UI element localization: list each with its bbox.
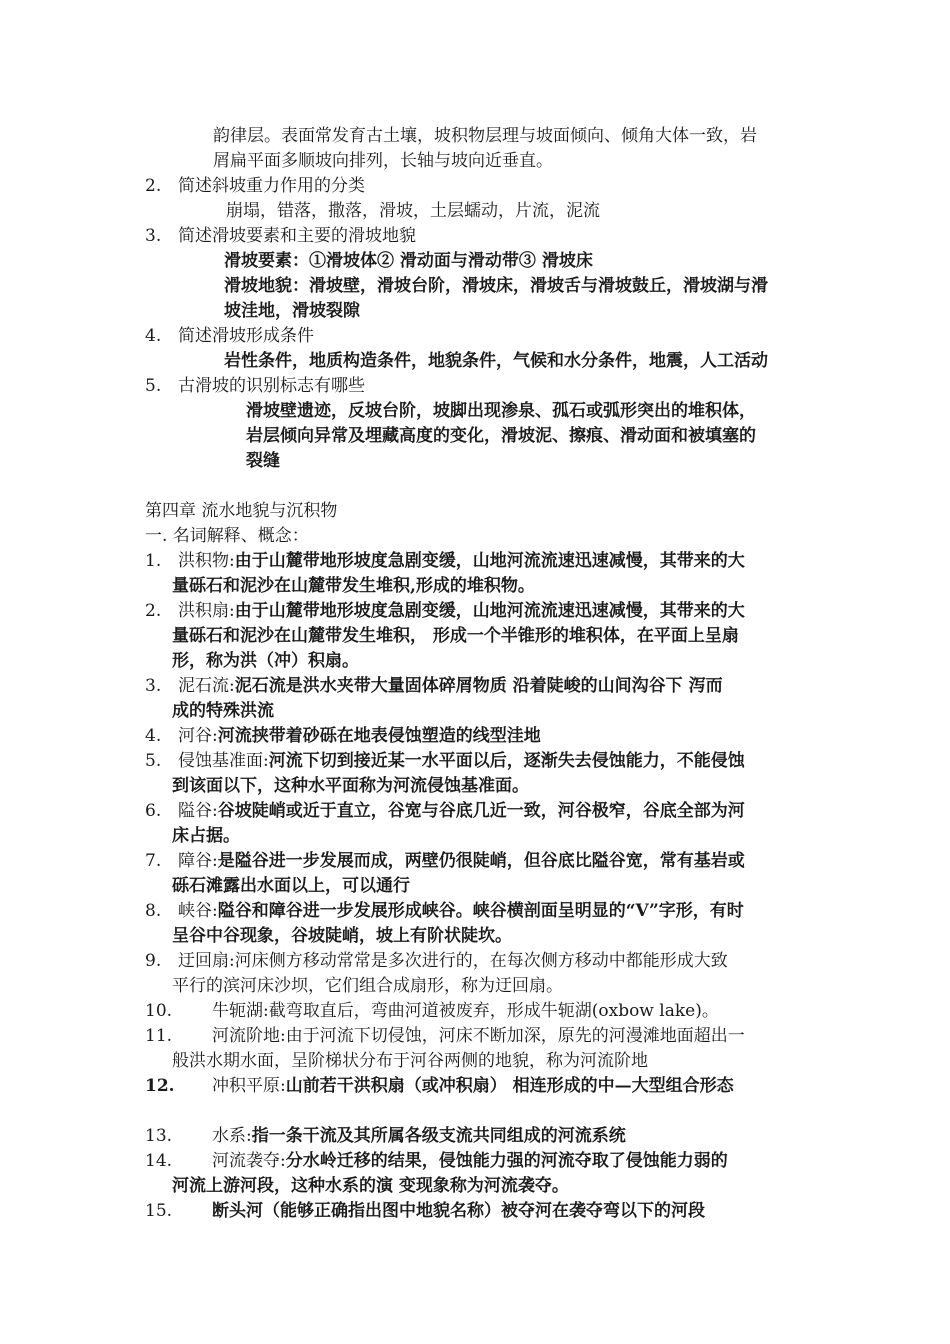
question-text: 古滑坡的识别标志有哪些 xyxy=(178,376,365,396)
term-definition: 山前若干洪积扇（或冲积扇） 相连形成的中—大型组合形态 xyxy=(285,1076,734,1096)
question-number: 5. xyxy=(145,376,162,396)
term-definition: 指一条干流及其所属各级支流共同组成的河流系统 xyxy=(251,1126,626,1146)
term-definition-cont: 呈谷中谷现象，谷坡陡峭，坡上有阶状陡坎。 xyxy=(172,926,512,946)
term-definition: 河流挟带着砂砾在地表侵蚀塑造的线型洼地 xyxy=(217,726,541,746)
term-number: 5. xyxy=(145,751,162,771)
term-definition-cont: 成的特殊洪流 xyxy=(172,701,274,721)
question-4 xyxy=(145,324,314,349)
term-number: 12. xyxy=(145,1076,175,1096)
term-label: 隘谷: xyxy=(178,801,218,821)
answer-line: 崩塌，错落，撒落，滑坡，土层蠕动，片流，泥流 xyxy=(226,201,600,221)
term-number: 8. xyxy=(145,901,162,921)
answer-line: 岩层倾向异常及埋藏高度的变化，滑坡泥、擦痕、滑动面和被填塞的 xyxy=(246,426,756,446)
term-definition-cont: 床占据。 xyxy=(172,826,240,846)
section-heading: 一. 名词解释、概念： xyxy=(145,526,309,546)
term-definition-cont: 量砾石和泥沙在山麓带发生堆积， 形成一个半锥形的堆积体，在平面上呈扇 xyxy=(172,626,739,646)
term-item xyxy=(145,549,745,574)
answer-line: 滑坡要素：①滑坡体② 滑动面与滑动带③ 滑坡床 xyxy=(224,251,593,271)
term-definition-cont: 形，称为洪（冲）积扇。 xyxy=(172,651,359,671)
term-definition-cont: 般洪水期水面，呈阶梯状分布于河谷两侧的地貌，称为河流阶地 xyxy=(172,1051,648,1071)
answer-line: 滑坡壁遗迹，反坡台阶，坡脚出现渗泉、孤石或弧形突出的堆积体， xyxy=(246,401,756,421)
question-number: 4. xyxy=(145,326,162,346)
question-number: 3. xyxy=(145,226,162,246)
term-item xyxy=(145,1024,745,1049)
term-label: 泥石流: xyxy=(178,676,235,696)
term-definition-cont: 河流上游河段，这种水系的演 变现象称为河流袭夺。 xyxy=(172,1176,569,1196)
term-label: 峡谷: xyxy=(178,901,218,921)
term-definition: 由于河流下切侵蚀，河床不断加深，原先的河漫滩地面超出一 xyxy=(285,1026,745,1046)
term-item xyxy=(145,1199,705,1224)
question-text: 简述滑坡形成条件 xyxy=(178,326,314,346)
term-label: 洪积物: xyxy=(178,551,235,571)
term-number: 9. xyxy=(145,951,162,971)
term-number: 4. xyxy=(145,726,162,746)
term-number: 14. xyxy=(145,1151,173,1171)
answer-line: 岩性条件，地质构造条件，地貌条件，气候和水分条件，地震，人工活动 xyxy=(224,351,768,371)
term-definition: 河流下切到接近某一水平面以后，逐渐失去侵蚀能力，不能侵蚀 xyxy=(268,751,745,771)
term-label: 障谷: xyxy=(178,851,218,871)
term-label: 河流袭夺: xyxy=(212,1151,286,1171)
question-text: 简述滑坡要素和主要的滑坡地貌 xyxy=(178,226,416,246)
question-2 xyxy=(145,174,365,199)
term-definition: 是隘谷进一步发展而成，两壁仍很陡峭，但谷底比隘谷宽，常有基岩或 xyxy=(217,851,745,871)
term-item xyxy=(145,724,541,749)
continuation-line-1: 韵律层。表面常发育古土壤，坡积物层理与坡面倾向、倾角大体一致，岩 xyxy=(213,126,757,146)
term-item xyxy=(145,1124,626,1149)
term-definition: 分水岭迁移的结果，侵蚀能力强的河流夺取了侵蚀能力弱的 xyxy=(285,1151,728,1171)
term-definition: 隘谷和障谷进一步发展形成峡谷。峡谷横剖面呈明显的“V”字形，有时 xyxy=(217,901,744,921)
term-number: 3. xyxy=(145,676,162,696)
term-label: 洪积扇: xyxy=(178,601,235,621)
term-definition-cont: 到该面以下，这种水平面称为河流侵蚀基准面。 xyxy=(172,776,529,796)
term-definition: 河床侧方移动常常是多次进行的，在每次侧方移动中都能形成大致 xyxy=(234,951,728,971)
question-3 xyxy=(145,224,416,249)
term-definition: 谷坡陡峭或近于直立，谷宽与谷底几近一致，河谷极窄，谷底全部为河 xyxy=(217,801,745,821)
term-definition-cont: 量砾石和泥沙在山麓带发生堆积,形成的堆积物。 xyxy=(172,576,535,596)
term-item xyxy=(145,599,745,624)
term-number: 1. xyxy=(145,551,162,571)
term-definition: 由于山麓带地形坡度急剧变缓，山地河流流速迅速减慢，其带来的大 xyxy=(234,551,745,571)
question-5 xyxy=(145,374,365,399)
chapter-title: 第四章 流水地貌与沉积物 xyxy=(145,501,338,521)
term-definition: 被夺河在袭夺弯以下的河段 xyxy=(501,1201,705,1221)
term-label: 侵蚀基准面: xyxy=(178,751,269,771)
answer-line: 滑坡地貌：滑坡壁，滑坡台阶，滑坡床，滑坡舌与滑坡鼓丘，滑坡湖与滑 xyxy=(224,276,768,296)
term-label: 河流阶地: xyxy=(212,1026,286,1046)
term-item xyxy=(145,899,744,924)
term-item xyxy=(145,799,745,824)
term-label: 水系: xyxy=(212,1126,252,1146)
term-definition: 截弯取直后，弯曲河道被废弃，形成牛轭湖(oxbow lake)。 xyxy=(268,1001,719,1021)
term-label: 迂回扇: xyxy=(178,951,235,971)
term-item xyxy=(145,1149,728,1174)
term-definition: 泥石流是洪水夹带大量固体碎屑物质 沿着陡峻的山间沟谷下 泻而 xyxy=(234,676,723,696)
term-number: 7. xyxy=(145,851,162,871)
term-label: 冲积平原: xyxy=(212,1076,286,1096)
term-definition-cont: 平行的滨河床沙坝，它们组合成扇形，称为迂回扇。 xyxy=(172,976,563,996)
question-number: 2. xyxy=(145,176,162,196)
term-item xyxy=(145,849,745,874)
term-definition-cont: 砾石滩露出水面以上，可以通行 xyxy=(172,876,410,896)
term-label: 河谷: xyxy=(178,726,218,746)
answer-line: 裂缝 xyxy=(246,451,280,471)
term-item xyxy=(145,949,728,974)
term-number: 10. xyxy=(145,1001,173,1021)
term-number: 11. xyxy=(145,1026,173,1046)
continuation-line-2: 屑扁平面多顺坡向排列，长轴与坡向近垂直。 xyxy=(213,151,553,171)
term-item xyxy=(145,999,719,1024)
term-number: 6. xyxy=(145,801,162,821)
term-number: 15. xyxy=(145,1201,173,1221)
question-text: 简述斜坡重力作用的分类 xyxy=(178,176,365,196)
term-item xyxy=(145,1074,734,1099)
term-item xyxy=(145,674,723,699)
term-number: 2. xyxy=(145,601,162,621)
term-item xyxy=(145,749,745,774)
answer-line: 坡洼地，滑坡裂隙 xyxy=(224,301,360,321)
term-label: 断头河（能够正确指出图中地貌名称） xyxy=(212,1201,501,1221)
term-definition: 由于山麓带地形坡度急剧变缓，山地河流流速迅速减慢，其带来的大 xyxy=(234,601,745,621)
term-number: 13. xyxy=(145,1126,173,1146)
term-label: 牛轭湖: xyxy=(212,1001,269,1021)
